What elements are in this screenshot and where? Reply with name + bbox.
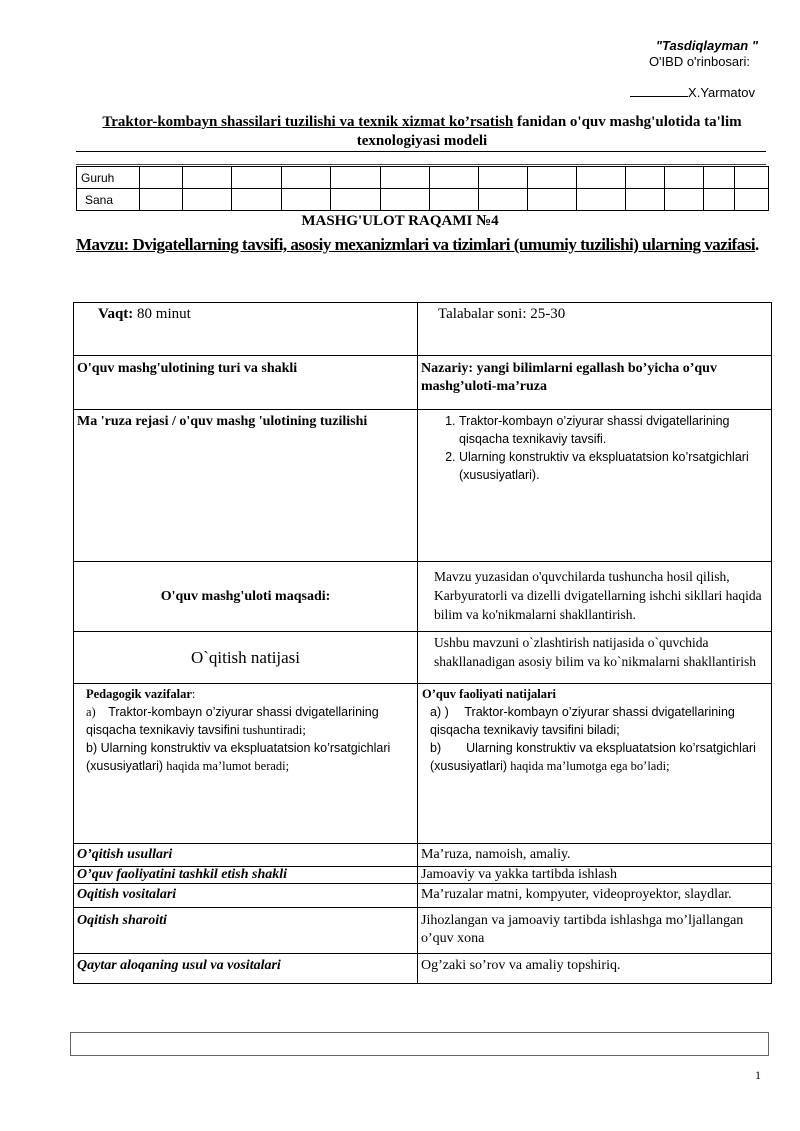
grid-cell[interactable]	[479, 189, 528, 211]
act-item-b	[422, 739, 767, 775]
methods-value: Ma’ruza, namoish, amaliy.	[418, 844, 772, 867]
signer-name: X.Yarmatov	[688, 85, 755, 100]
methods-label: O’qitish usullari	[74, 844, 418, 867]
act-label: O’quv faoliyati natijalari	[422, 687, 557, 701]
grid-cell[interactable]	[232, 189, 282, 211]
time-row	[74, 303, 772, 356]
grid-cell[interactable]	[577, 189, 626, 211]
document-title	[76, 113, 768, 151]
grid-cell[interactable]	[282, 189, 331, 211]
act-b-end: haqida ma’lumotga ega bo’ladi;	[510, 759, 670, 773]
act-b-prefix: b)	[430, 741, 442, 755]
grid-cell[interactable]	[381, 167, 430, 189]
plan-item: 1. Traktor-kombayn o’ziyurar shassi dvigatellarining qisqacha texnikaviy tavsifi.	[459, 412, 768, 448]
act-a-prefix: a) )	[430, 705, 449, 719]
grid-cell[interactable]	[140, 189, 183, 211]
act-b-text: Ularning konstruktiv va ekspluatatsion ko’rsatgichlari (xususiyatlari)	[430, 741, 756, 773]
grid-cell[interactable]	[528, 167, 577, 189]
grid-cell[interactable]	[735, 189, 769, 211]
approval-signature	[630, 84, 755, 100]
grid-cell[interactable]	[665, 167, 704, 189]
goal-row	[74, 562, 772, 632]
date-row	[77, 189, 769, 211]
org-label: O’quv faoliyatini tashkil etish shakli	[74, 867, 418, 884]
grid-cell[interactable]	[331, 189, 381, 211]
subject-name: Traktor-kombayn shassilari tuzilishi va texnik xizmat ko’rsatish	[102, 114, 514, 130]
result-value: Ushbu mavzuni o`zlashtirish natijasida o`quvchida shakllanadigan asosiy bilim va ko`nikmalarni shakllantirish	[434, 635, 757, 669]
ped-a-text: Traktor-kombayn o’ziyurar shassi dvigatellarining qisqacha texnikaviy tavsifini	[86, 705, 379, 737]
tools-value: Ma’ruzalar matni, kompyuter, videoproyektor, slaydlar.	[418, 884, 772, 908]
ped-cell	[74, 684, 418, 844]
signature-line	[630, 84, 688, 97]
ped-b-text: b) Ularning konstruktiv va ekspluatatsion ko’rsatgichlari (xususiyatlari)	[86, 741, 391, 773]
grid-cell[interactable]	[626, 167, 665, 189]
grid-cell[interactable]	[528, 189, 577, 211]
lesson-topic	[76, 234, 776, 255]
conditions-row	[74, 908, 772, 954]
result-label: O`qitish natijasi	[74, 632, 418, 684]
grid-cell[interactable]	[183, 167, 232, 189]
lesson-number: MASHG'ULOT RAQAMI №4	[301, 213, 499, 229]
grid-cell[interactable]	[430, 189, 479, 211]
plan-item: 2. Ularning konstruktiv va ekspluatatsion ko’rsatgichlari (xususiyatlari).	[459, 448, 768, 484]
students-count: Talabalar soni: 25-30	[418, 303, 772, 356]
grid-cell[interactable]	[430, 167, 479, 189]
ped-label-wrap: Pedagogik vazifalar:	[86, 687, 196, 701]
grid-cell[interactable]	[665, 189, 704, 211]
plan-label: Ma 'ruza rejasi / o'quv mashg 'ulotining tuzilishi	[74, 410, 418, 562]
org-value: Jamoaviy va yakka tartibda ishlash	[418, 867, 772, 884]
topic-suffix: .	[755, 235, 759, 254]
feedback-label: Qaytar aloqaning usul va vositalari	[74, 954, 418, 984]
feedback-value: Og’zaki so’rov va amaliy topshiriq.	[418, 954, 772, 984]
approval-role: O'IBD o'rinbosari:	[648, 54, 750, 69]
time-value: 80 minut	[133, 306, 191, 322]
ped-a-prefix: a)	[86, 705, 96, 719]
type-label: O'quv mashg'ulotining turi va shakli	[74, 356, 418, 410]
ped-a-end: tushuntiradi;	[242, 723, 306, 737]
group-label: Guruh	[77, 167, 140, 189]
type-row	[74, 356, 772, 410]
grid-cell[interactable]	[183, 189, 232, 211]
group-date-grid	[76, 166, 769, 211]
grid-cell[interactable]	[140, 167, 183, 189]
approval-title: "Tasdiqlayman "	[655, 38, 758, 53]
type-value: Nazariy: yangi bilimlarni egallash bo’yicha o’quv mashg’uloti-ma’ruza	[418, 356, 772, 410]
plan-list	[421, 412, 768, 484]
grid-cell[interactable]	[704, 189, 735, 211]
tools-label: Oqitish vositalari	[74, 884, 418, 908]
goal-value: Mavzu yuzasidan o'quvchilarda tushuncha hosil qilish, Karbyuratorli va dizelli dvigatellarning ishchi sikllari haqida bilim va ko'nikmalarni shakllantirish.	[418, 562, 772, 632]
topic-text: Mavzu: Dvigatellarning tavsifi, asosiy mexanizmlari va tizimlari (umumiy tuzilishi) ularning vazifasi	[76, 235, 756, 254]
result-row	[74, 632, 772, 684]
title-rest: fanidan o'quv mashg'ulotida ta'lim texnologiyasi modeli	[356, 114, 742, 149]
plan-cell	[418, 410, 772, 562]
feedback-row	[74, 954, 772, 984]
tools-row	[74, 884, 772, 908]
grid-cell[interactable]	[282, 167, 331, 189]
act-a-text: Traktor-kombayn o’ziyurar shassi dvigatellarining qisqacha texnikaviy tavsifini biladi;	[430, 705, 735, 737]
ped-b-end: haqida ma’lumot beradi;	[166, 759, 290, 773]
grid-cell[interactable]	[232, 167, 282, 189]
conditions-value: Jihozlangan va jamoaviy tartibda ishlashga mo’ljallangan o’quv xona	[418, 908, 772, 954]
ped-item-b	[86, 739, 413, 775]
title-divider-2	[76, 164, 766, 165]
ped-item-a	[86, 703, 413, 739]
footer-box	[70, 1032, 769, 1056]
conditions-label: Oqitish sharoiti	[74, 908, 418, 954]
methods-row	[74, 844, 772, 867]
date-label: Sana	[77, 189, 140, 211]
title-divider	[76, 151, 766, 152]
time-cell	[74, 303, 418, 356]
grid-cell[interactable]	[704, 167, 735, 189]
grid-cell[interactable]	[331, 167, 381, 189]
group-row	[77, 167, 769, 189]
result-cell	[418, 632, 772, 684]
goal-label: O'quv mashg'uloti maqsadi:	[74, 562, 418, 632]
grid-cell[interactable]	[577, 167, 626, 189]
ped-label: Pedagogik vazifalar	[86, 687, 192, 701]
grid-cell[interactable]	[381, 189, 430, 211]
act-cell	[418, 684, 772, 844]
act-item-a	[422, 703, 767, 739]
grid-cell[interactable]	[479, 167, 528, 189]
tasks-row	[74, 684, 772, 844]
page-number: 1	[755, 1068, 761, 1082]
grid-cell[interactable]	[735, 167, 769, 189]
plan-row	[74, 410, 772, 562]
time-label: Vaqt:	[98, 306, 134, 322]
lesson-model-table	[73, 302, 772, 984]
grid-cell[interactable]	[626, 189, 665, 211]
org-row	[74, 867, 772, 884]
